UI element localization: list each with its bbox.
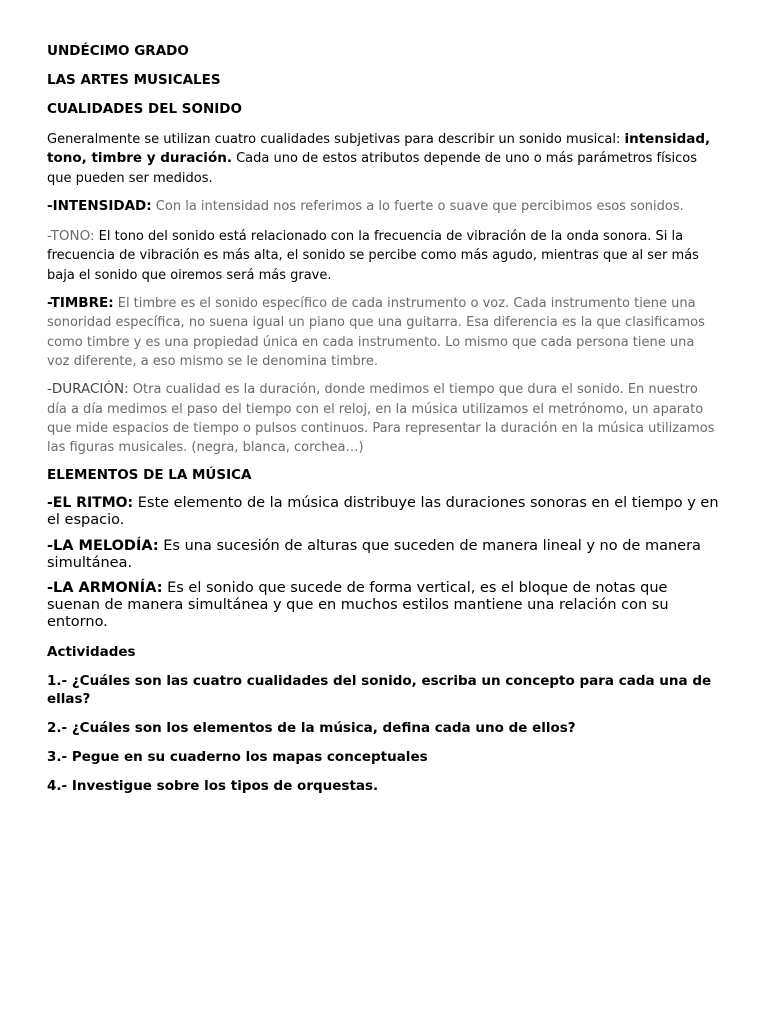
activity-item-3: 3.- Pegue en su cuaderno los mapas conceptuales	[47, 749, 428, 766]
activities-heading: Actividades	[47, 644, 136, 661]
timbre-text: El timbre es el sonido específico de cada instrumento o voz. Cada instrumento tiene una sonoridad específica, no suena igual un piano que una guitarra. Esa diferencia es la que clasificamos como timbre y es una propiedad única en cada instrumento. Lo mismo que cada persona tiene una voz diferente, a eso mismo se le denomina timbre.	[47, 296, 705, 369]
intro-text-after: Cada uno de estos atributos depende de uno o más parámetros físicos que pueden ser medidos.	[47, 151, 697, 186]
intensidad-text: Con la intensidad nos referimos a lo fuerte o suave que percibimos esos sonidos.	[151, 198, 684, 214]
activity-item-1: 1.- ¿Cuáles son las cuatro cualidades del sonido, escriba un concepto para cada una de ellas?	[47, 673, 712, 708]
tono-text: El tono del sonido está relacionado con la frecuencia de vibración de la onda sonora. Si la frecuencia de vibración es más alta, el sonido se percibe como más agudo, mientras que al ser más baja el sonido que oiremos será más grave.	[47, 229, 699, 283]
intensidad-label: -INTENSIDAD:	[47, 197, 152, 214]
intro-paragraph	[47, 130, 719, 188]
tono-label: -TONO:	[47, 228, 95, 245]
melodia-text: Es una sucesión de alturas que suceden de manera lineal y no de manera simultánea.	[47, 538, 701, 572]
subject-heading: LAS ARTES MUSICALES	[47, 72, 221, 88]
ritmo-label: -EL RITMO:	[47, 495, 134, 512]
activity-item-2: 2.- ¿Cuáles son los elementos de la música, defina cada uno de ellos?	[47, 720, 576, 737]
ritmo-text: Este elemento de la música distribuye las duraciones sonoras en el tiempo y en el espacio.	[47, 495, 719, 529]
intro-bold-qualities: intensidad, tono, timbre y duración.	[47, 131, 711, 167]
grade-heading: UNDÉCIMO GRADO	[47, 43, 189, 59]
ritmo-paragraph	[47, 495, 719, 529]
timbre-label: -TIMBRE:	[47, 295, 114, 312]
document-body	[47, 42, 719, 806]
topic-heading: CUALIDADES DEL SONIDO	[47, 101, 242, 117]
duracion-text: Otra cualidad es la duración, donde medimos el tiempo que dura el sonido. En nuestro día a día medimos el paso del tiempo con el reloj, en la música utilizamos el metrónomo, un aparato que mide espacios de tiempo o pulsos continuos. Para representar la duración en la música utilizamos las figuras musicales. (negra, blanca, corchea…)	[47, 382, 715, 456]
armonia-paragraph	[47, 580, 719, 631]
melodia-label: -LA MELODÍA:	[47, 538, 159, 555]
intensidad-paragraph	[47, 197, 719, 216]
intro-text-before: Generalmente se utilizan cuatro cualidades subjetivas para describir un sonido musical:	[47, 132, 625, 147]
duracion-label: -DURACIÓN:	[47, 381, 129, 398]
elements-heading: ELEMENTOS DE LA MÚSICA	[47, 467, 252, 484]
timbre-paragraph	[47, 294, 719, 371]
armonia-text: Es el sonido que sucede de forma vertical, es el bloque de notas que suenan de manera simultánea y que en muchos estilos mantiene una relación con su entorno.	[47, 580, 669, 631]
melodia-paragraph	[47, 538, 719, 572]
tono-paragraph	[47, 227, 719, 285]
duracion-paragraph	[47, 380, 719, 457]
activity-item-4: 4.- Investigue sobre los tipos de orquestas.	[47, 778, 379, 795]
armonia-label: -LA ARMONÍA:	[47, 580, 163, 597]
